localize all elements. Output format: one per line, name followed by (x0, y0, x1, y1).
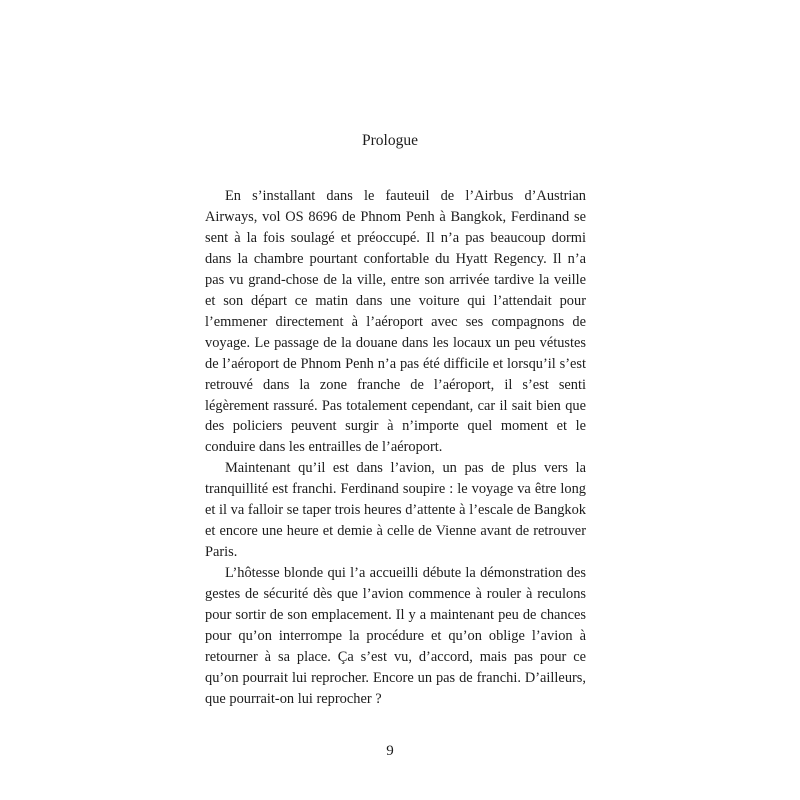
paragraph-1: En s’installant dans le fauteuil de l’Airbus d’Austrian Airways, vol OS 8696 de Phnom Penh à Bangkok, Ferdinand se sent à la fois soulagé et préoccupé. Il n’a pas beaucoup dormi dans la chambre pourtant confortable du Hyatt Regency. Il n’a pas vu grand-chose de la ville, entre son arrivée tardive la veille et son départ ce matin dans une voiture qui l’attendait pour l’emmener directement à l’aéroport avec ses compagnons de voyage. Le passage de la douane dans les locaux un peu vétustes de l’aéroport de Phnom Penh n’a pas été difficile et lorsqu’il s’est retrouvé dans la zone franche de l’aéroport, il s’est senti légèrement rassuré. Pas totalement cependant, car il sait bien que des policiers peuvent surgir à n’importe quel moment et le conduire dans les entrailles de l’aéroport. (205, 188, 586, 456)
chapter-title: Prologue (362, 132, 418, 149)
page-number: 9 (386, 743, 394, 759)
body-text (205, 186, 586, 710)
paragraph-3: L’hôtesse blonde qui l’a accueilli débute la démonstration des gestes de sécurité dès que l’avion commence à rouler à reculons pour sortir de son emplacement. Il y a maintenant peu de chances pour qu’on interrompe la procédure et qu’on oblige l’avion à retourner à sa place. Ça s’est vu, d’accord, mais pas pour ce qu’on pourrait lui reprocher. Encore un pas de franchi. D’ailleurs, que pourrait-on lui reprocher ? (205, 565, 586, 707)
paragraph-2: Maintenant qu’il est dans l’avion, un pas de plus vers la tranquillité est franchi. Ferdinand soupire : le voyage va être long et il va falloir se taper trois heures d’attente à l’escale de Bangkok et encore une heure et demie à celle de Vienne avant de retrouver Paris. (205, 460, 586, 561)
